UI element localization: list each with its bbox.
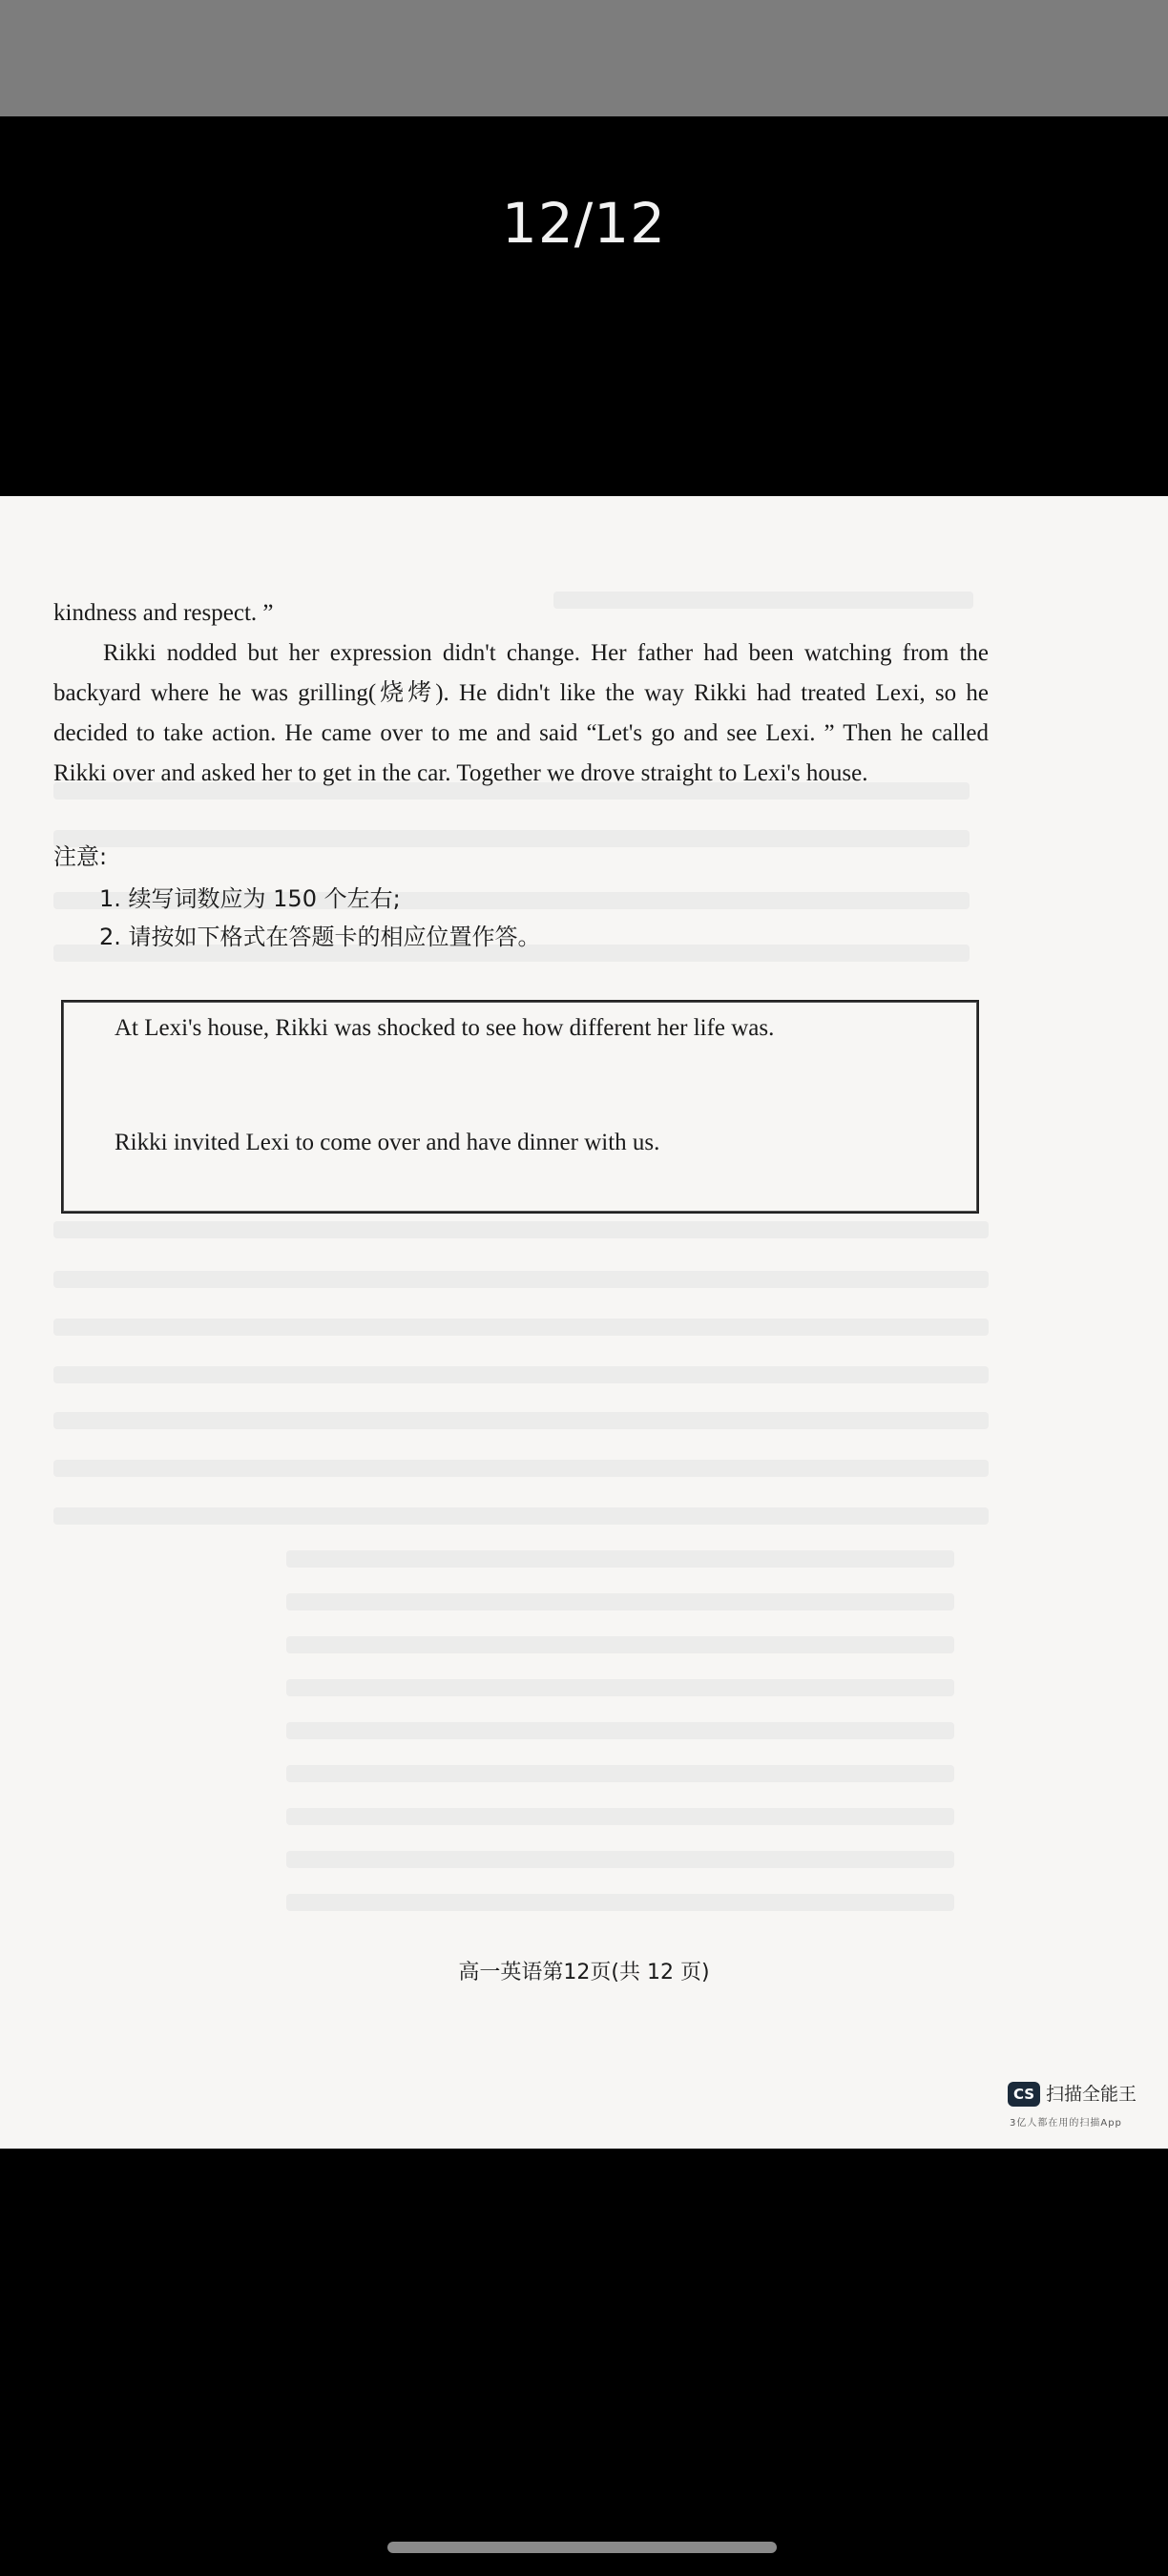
watermark-title: 扫描全能王 xyxy=(1046,2084,1137,2105)
note-item: 1. 续写词数应为 150 个左右; xyxy=(99,885,401,912)
notes-heading: 注意: xyxy=(53,843,108,870)
note-item: 2. 请按如下格式在答题卡的相应位置作答。 xyxy=(99,924,541,950)
page-footer: 高一英语第12页(共 12 页) xyxy=(458,1961,710,1984)
status-bar xyxy=(0,0,1168,116)
answer-format-box xyxy=(61,1000,979,1214)
page-counter: 12/12 xyxy=(501,191,667,256)
camscanner-logo-icon: CS xyxy=(1008,2082,1040,2107)
paragraph-story: Rikki nodded but her expression didn't change. Her father had been watching from the backyard where he was grilling(烧烤). He didn't like the way Rikki had treated Lexi, so he decided to take action. He came over to me and said “Let's go and see Lexi. ” Then he called Rikki over and asked her to get in the car. Together we drove straight to Lexi's house. xyxy=(53,640,989,786)
watermark-subtitle: 3亿人都在用的扫描App xyxy=(1010,2118,1122,2129)
viewer-bottom-bar[interactable] xyxy=(0,2149,1168,2576)
paragraph-opening: kindness and respect. ” xyxy=(53,600,274,626)
scanner-watermark xyxy=(1008,2082,1151,2139)
answer-box-line-1: At Lexi's house, Rikki was shocked to see how different her life was. xyxy=(115,1015,775,1041)
viewer-top-bar[interactable] xyxy=(0,116,1168,496)
document-page[interactable] xyxy=(0,496,1168,2149)
home-indicator[interactable] xyxy=(387,2542,777,2553)
answer-box-line-2: Rikki invited Lexi to come over and have dinner with us. xyxy=(115,1130,660,1155)
